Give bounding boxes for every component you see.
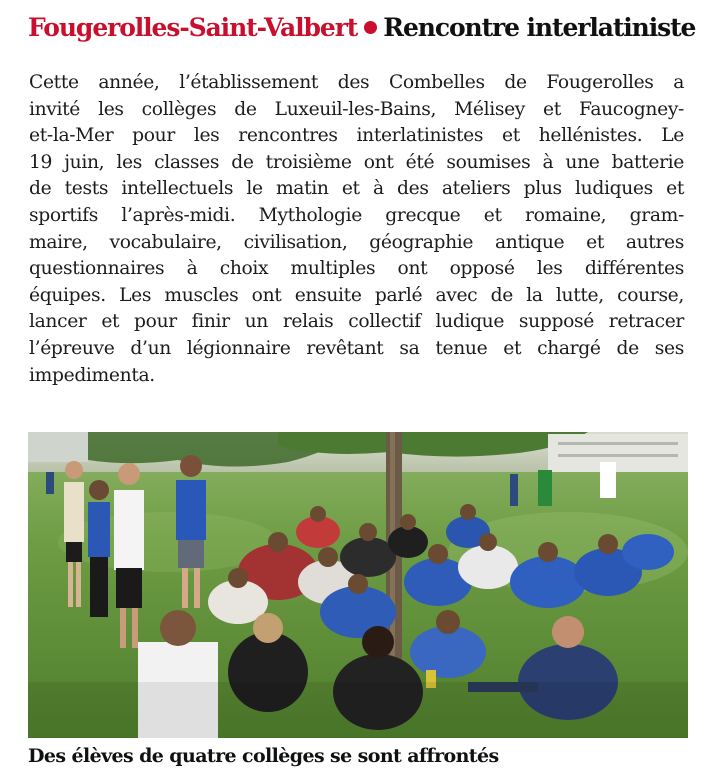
photo-caption: Des élèves de quatre collèges se sont affrontés <box>28 745 499 767</box>
article-photo <box>28 432 688 738</box>
article-body <box>29 70 684 389</box>
body-line: et-la-Mer pour les rencontres interlatinistes et hellénistes. Le <box>29 125 684 147</box>
headline-title: Rencontre interlatiniste <box>383 13 696 42</box>
body-line: 19 juin, les classes de troisième ont été soumises à une batterie <box>29 151 684 173</box>
body-line: lancer et pour finir un relais collectif ludique supposé retracer <box>29 311 684 333</box>
article-headline <box>28 10 695 46</box>
body-line: impedimenta. <box>29 364 155 386</box>
body-line: sportifs l’après-midi. Mythologie grecque et romaine, gram- <box>29 204 684 226</box>
headline-location: Fougerolles-Saint-Valbert <box>28 13 358 42</box>
body-line: questionnaires à choix multiples ont opposé les différentes <box>29 258 684 280</box>
body-line: de tests intellectuels le matin et à des ateliers plus ludiques et <box>29 178 684 200</box>
body-line: équipes. Les muscles ont ensuite parlé avec de la lutte, course, <box>29 284 684 306</box>
body-line: l’épreuve d’un légionnaire revêtant sa tenue et chargé de ses <box>29 337 684 359</box>
body-line: Cette année, l’établissement des Combelles de Fougerolles a <box>29 72 684 93</box>
bullet-dot-icon <box>364 21 377 34</box>
body-line: invité les collèges de Luxeuil-les-Bains, Mélisey et Faucogney- <box>29 98 684 120</box>
body-line: maire, vocabulaire, civilisation, géographie antique et autres <box>29 231 684 253</box>
